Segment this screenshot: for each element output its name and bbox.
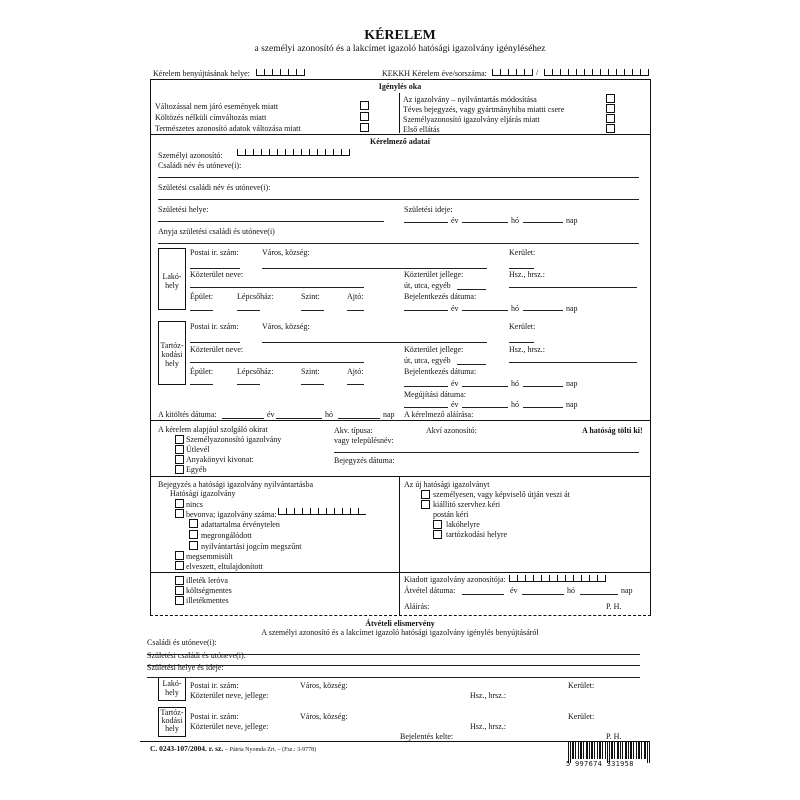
reason-right-2: Személyazonosító igazolvány eljárás miatt [403, 115, 540, 124]
footer-publisher: – Pátria Nyomda Zrt. – (Fsz.: 3-9778) [225, 747, 317, 753]
date-word: nap [621, 586, 633, 595]
receipt-street: Közterület neve, jellege: [190, 722, 269, 731]
date-word: hó [511, 379, 519, 388]
registry-item-5: megsemmisült [186, 552, 233, 561]
receipt-district: Kerület: [568, 681, 595, 690]
docs-item-0: Személyazonosító igazolvány [186, 435, 282, 444]
city-label: Város, község: [262, 322, 310, 331]
date-word: év [510, 586, 518, 595]
date-word: év [267, 410, 275, 419]
docs-checkbox-0[interactable] [175, 435, 184, 444]
kekkh-year-boxes[interactable] [492, 69, 533, 76]
reason-left-checkbox-2[interactable] [360, 123, 369, 132]
date-word: hó [325, 410, 333, 419]
temporary-label-2: kodási [161, 350, 183, 359]
new-id-item-1: kiállító szervhez kéri [433, 500, 501, 509]
akv-id-label: Akví azonosító: [426, 426, 477, 435]
district-label: Kerület: [509, 248, 536, 257]
date-word: nap [566, 400, 578, 409]
registry-checkbox-5[interactable] [175, 551, 184, 560]
date-word: hó [567, 586, 575, 595]
new-id-checkbox-0[interactable] [421, 490, 430, 499]
family-name-label: Családi név és utóneve(i): [158, 161, 242, 170]
receipt-temporary-label-1: Tartóz- [160, 708, 184, 717]
reason-left-0: Változással nem járó események miatt [155, 102, 279, 111]
reason-right-checkbox-0[interactable] [606, 94, 615, 103]
docs-item-3: Egyéb [186, 465, 207, 474]
applicant-title: Kérelmező adatai [369, 137, 431, 146]
reason-right-1: Téves bejegyzés, vagy gyártmányhiba miatti csere [403, 105, 565, 114]
residence-label-2: hely [165, 281, 179, 290]
mother-name-label: Anyja születési családi és utóneve(i) [158, 227, 275, 236]
fill-date-label: A kitöltés dátuma: [158, 410, 217, 419]
stair-label: Lépcsőház: [237, 292, 274, 301]
door-label: Ajtó: [347, 292, 364, 301]
reason-left-checkbox-1[interactable] [360, 112, 369, 121]
receipt-city: Város, község: [300, 681, 348, 690]
building-label: Épület: [190, 367, 214, 376]
docs-checkbox-2[interactable] [175, 455, 184, 464]
street-type-example: út, utca, egyéb [404, 356, 451, 365]
receipt-ph: P. H. [606, 732, 622, 741]
hrsz-label: Hsz., hrsz.: [509, 345, 545, 354]
fee-ph: P. H. [606, 602, 622, 611]
street-label: Közterület neve: [190, 270, 244, 279]
registry-checkbox-3[interactable] [189, 530, 198, 539]
date-word: hó [511, 304, 519, 313]
registry-sub: Hatósági igazolvány [170, 489, 236, 498]
new-id-checkbox-4[interactable] [433, 530, 442, 539]
receipt-reg-date: Bejelentés kelte: [400, 732, 454, 741]
reason-left-1: Költözés nélküli címváltozás miatt [155, 113, 267, 122]
new-id-item-4: tartózkodási helyre [446, 530, 508, 539]
cut-line [150, 615, 651, 616]
date-word: nap [566, 304, 578, 313]
submit-place-boxes[interactable] [256, 69, 305, 76]
registry-item-3: megrongálódott [201, 531, 252, 540]
applicant-signature-label: A kérelmező aláírása: [404, 410, 474, 419]
revoked-id-boxes[interactable] [278, 508, 366, 515]
registry-item-0: nincs [186, 500, 203, 509]
receipt-birth-name: Születési családi és utóneve(i): [147, 651, 246, 660]
fee-checkbox-2[interactable] [175, 596, 184, 605]
docs-title: A kérelem alapjául szolgáló okirat [158, 425, 268, 434]
date-word: év [451, 379, 459, 388]
building-label: Épület: [190, 292, 214, 301]
receipt-temporary-label-3: hely [165, 724, 179, 733]
registry-item-2: adattartalma érvénytelen [201, 520, 280, 529]
stair-label: Lépcsőház: [237, 367, 274, 376]
temporary-label-1: Tartóz- [160, 341, 184, 350]
door-label: Ajtó: [347, 367, 364, 376]
receipt-district: Kerület: [568, 712, 595, 721]
docs-item-2: Anyakönyvi kivonat: [186, 455, 254, 464]
docs-item-1: Útlevél [186, 445, 210, 454]
registry-item-4: nyilvántartási jogcím megszűnt [201, 542, 302, 551]
reason-right-checkbox-3[interactable] [606, 124, 615, 133]
new-id-title: Az új hatósági igazolványt [404, 480, 490, 489]
issued-id-boxes[interactable] [509, 575, 606, 582]
postal-label: Postai ir. szám: [190, 248, 239, 257]
hrsz-label: Hsz., hrsz.: [509, 270, 545, 279]
city-label: Város, község: [262, 248, 310, 257]
reason-right-checkbox-1[interactable] [606, 104, 615, 113]
receipt-residence-label-1: Lakó- [162, 679, 182, 688]
kekkh-slash: / [536, 68, 539, 77]
registry-checkbox-4[interactable] [189, 541, 198, 550]
issued-id-label: Kiadott igazolvány azonosítója: [404, 575, 506, 584]
postal-label: Postai ir. szám: [190, 322, 239, 331]
registry-checkbox-6[interactable] [175, 561, 184, 570]
kekkh-number-boxes[interactable] [544, 69, 649, 76]
registry-date-label: Bejegyzés dátuma: [334, 456, 395, 465]
receipt-street: Közterület neve, jellege: [190, 691, 269, 700]
registry-title: Bejegyzés a hatósági igazolvány nyilvántartásba [158, 480, 314, 489]
date-word: év [451, 216, 459, 225]
fee-signature-label: Aláírás: [404, 602, 430, 611]
reason-left-2: Természetes azonosító adatok változása miatt [155, 124, 301, 133]
date-word: hó [511, 400, 519, 409]
personal-id-boxes[interactable] [237, 149, 350, 156]
docs-checkbox-3[interactable] [175, 465, 184, 474]
receipt-birth-place-date: Születési helye és ideje: [147, 663, 224, 672]
date-word: nap [566, 216, 578, 225]
authority-note: A hatóság tölti ki! [582, 426, 643, 435]
temporary-label-3: hely [165, 359, 179, 368]
registry-item-6: elveszett, eltulajdonított [186, 562, 263, 571]
street-type-example: út, utca, egyéb [404, 281, 451, 290]
new-id-item-2: postán kéri [433, 510, 469, 519]
barcode-digits: 5 997674 331958 [566, 760, 634, 768]
registry-item-1: bevonva; igazolvány száma: [186, 510, 277, 519]
fee-item-2: illetékmentes [186, 596, 229, 605]
receipt-postal: Postai ir. szám: [190, 712, 239, 721]
reason-right-0: Az igazolvány – nyilvántartás módosítása [403, 95, 537, 104]
new-id-item-3: lakóhelyre [446, 520, 480, 529]
reg-date-label: Bejelentkezés dátuma: [404, 292, 477, 301]
receipt-city: Város, község: [300, 712, 348, 721]
date-word: nap [566, 379, 578, 388]
new-id-item-0: személyesen, vagy képviselő útján veszi át [433, 490, 570, 499]
receipt-date-label: Átvétel dátuma: [404, 586, 456, 595]
birth-name-label: Születési családi név és utóneve(i): [158, 183, 271, 192]
floor-label: Szint: [301, 292, 320, 301]
date-word: nap [383, 410, 395, 419]
footer-code-number: C. 0243-107/2004. r. sz. [150, 744, 224, 753]
street-type-label: Közterület jellege: [404, 345, 464, 354]
fee-item-0: illeték leróva [186, 576, 228, 585]
personal-id-label: Személyi azonosító: [158, 151, 223, 160]
footer-code [150, 745, 316, 753]
reason-title: Igénylés oka [378, 82, 422, 91]
registry-checkbox-1[interactable] [175, 509, 184, 518]
docs-checkbox-1[interactable] [175, 445, 184, 454]
date-word: év [451, 304, 459, 313]
birth-place-label: Születési helye: [158, 205, 209, 214]
date-word: hó [511, 216, 519, 225]
street-type-label: Közterület jellege: [404, 270, 464, 279]
receipt-hrsz: Hsz., hrsz.: [470, 691, 506, 700]
street-label: Közterület neve: [190, 345, 244, 354]
receipt-postal: Postai ir. szám: [190, 681, 239, 690]
birth-date-label: Születési ideje: [404, 205, 453, 214]
form-title: KÉRELEM [364, 28, 436, 43]
fee-item-1: költségmentes [186, 586, 232, 595]
registry-checkbox-2[interactable] [189, 519, 198, 528]
new-id-checkbox-1[interactable] [421, 500, 430, 509]
receipt-temporary-label-2: kodási [161, 716, 183, 725]
reason-right-checkbox-2[interactable] [606, 114, 615, 123]
or-town-label: vagy településnév: [334, 436, 394, 445]
receipt-title: Átvételi elismervény [365, 619, 435, 628]
fee-checkbox-1[interactable] [175, 586, 184, 595]
reason-right-3: Első ellátás [403, 125, 440, 134]
reg-date-label: Bejelentkezés dátuma: [404, 367, 477, 376]
receipt-subtitle: A személyi azonosító és a lakcímet igazoló hatósági igazolvány igénylés benyújtásáról [261, 628, 539, 637]
new-id-checkbox-3[interactable] [433, 520, 442, 529]
residence-label-1: Lakó- [162, 272, 182, 281]
receipt-family-name: Családi és utóneve(i): [147, 638, 217, 647]
fee-checkbox-0[interactable] [175, 576, 184, 585]
receipt-residence-label-2: hely [165, 688, 179, 697]
district-label: Kerület: [509, 322, 536, 331]
form-subtitle: a személyi azonosító és a lakcímet igazoló hatósági igazolvány igényléséhez [254, 44, 546, 54]
renew-date-label: Megújítási dátuma: [404, 390, 466, 399]
reason-left-checkbox-0[interactable] [360, 101, 369, 110]
registry-checkbox-0[interactable] [175, 499, 184, 508]
floor-label: Szint: [301, 367, 320, 376]
akv-type-label: Akv. típusa: [334, 426, 373, 435]
date-word: év [451, 400, 459, 409]
submit-place-label: Kérelem benyújtásának helye: [153, 69, 250, 78]
receipt-hrsz: Hsz., hrsz.: [470, 722, 506, 731]
kekkh-label: KEKKH Kérelem éve/sorszáma: [382, 69, 487, 78]
